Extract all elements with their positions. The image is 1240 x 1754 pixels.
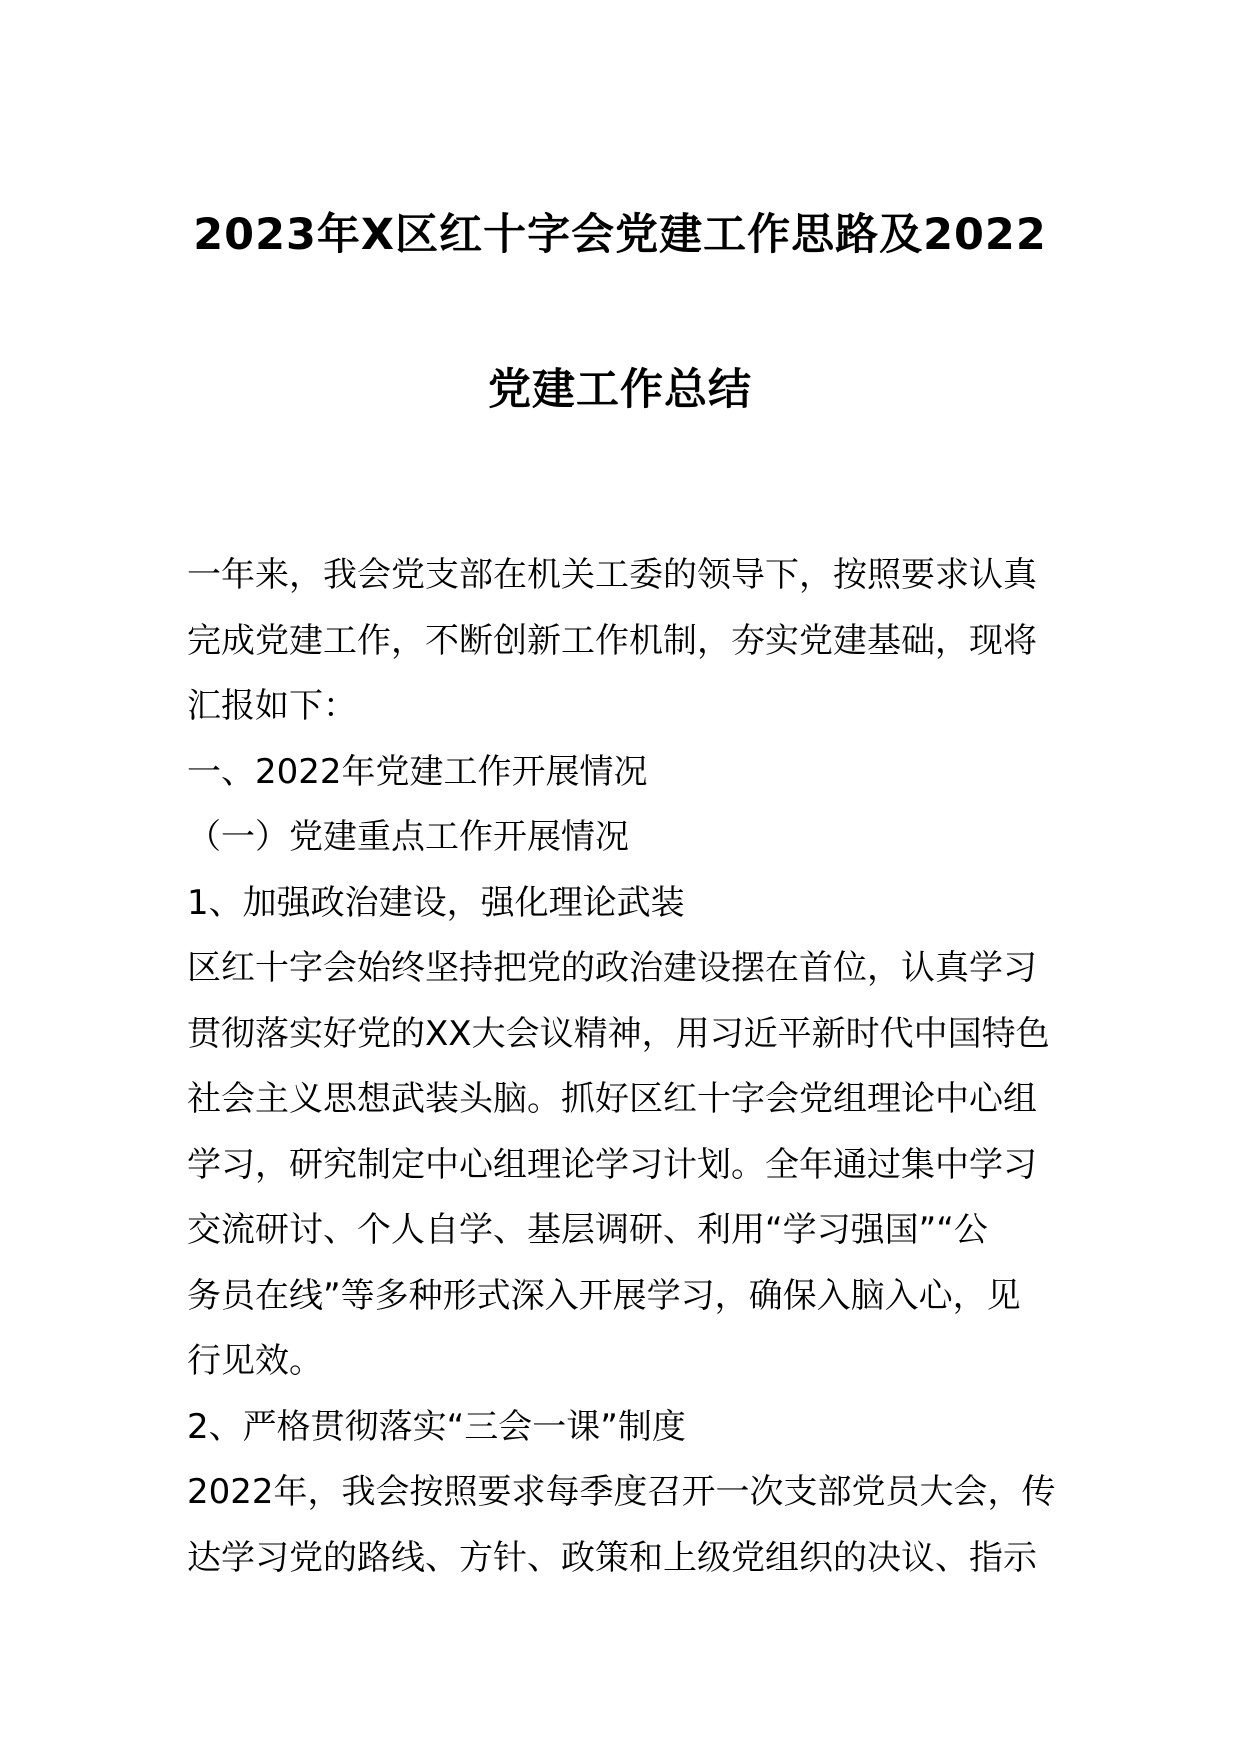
- item-heading: 2、严格贯彻落实“三会一课”制度: [187, 1406, 686, 1447]
- body-line: 汇报如下：: [187, 686, 357, 726]
- body-line: 务员在线”等多种形式深入开展学习，确保入脑入心，见: [187, 1275, 1021, 1316]
- subsection-heading: （一）党建重点工作开展情况: [187, 817, 629, 857]
- item-heading: 1、加强政治建设，强化理论武装: [187, 882, 685, 923]
- document-body: [187, 543, 1057, 1591]
- body-line: 达学习党的路线、方针、政策和上级党组织的决议、指示: [187, 1537, 1037, 1578]
- body-line: 一年来，我会党支部在机关工委的领导下，按照要求认真: [187, 555, 1037, 595]
- body-line: 贯彻落实好党的XX大会议精神，用习近平新时代中国特色: [187, 1013, 1050, 1054]
- body-line: 2022年，我会按照要求每季度召开一次支部党员大会，传: [187, 1472, 1056, 1512]
- body-line: 完成党建工作，不断创新工作机制，夯实党建基础，现将: [187, 620, 1037, 661]
- document-title-line-2: 党建工作总结: [488, 365, 752, 415]
- body-line: 学习，研究制定中心组理论学习计划。全年通过集中学习: [187, 1144, 1037, 1185]
- body-line: 交流研讨、个人自学、基层调研、利用“学习强国”“公: [187, 1210, 988, 1250]
- section-heading: 一、2022年党建工作开展情况: [187, 751, 648, 792]
- document-title-line-1: 2023年X区红十字会党建工作思路及2022: [193, 210, 1047, 260]
- body-line: 行见效。: [187, 1341, 323, 1381]
- body-line: 社会主义思想武装头脑。抓好区红十字会党组理论中心组: [187, 1079, 1037, 1119]
- body-line: 区红十字会始终坚持把党的政治建设摆在首位，认真学习: [187, 948, 1037, 988]
